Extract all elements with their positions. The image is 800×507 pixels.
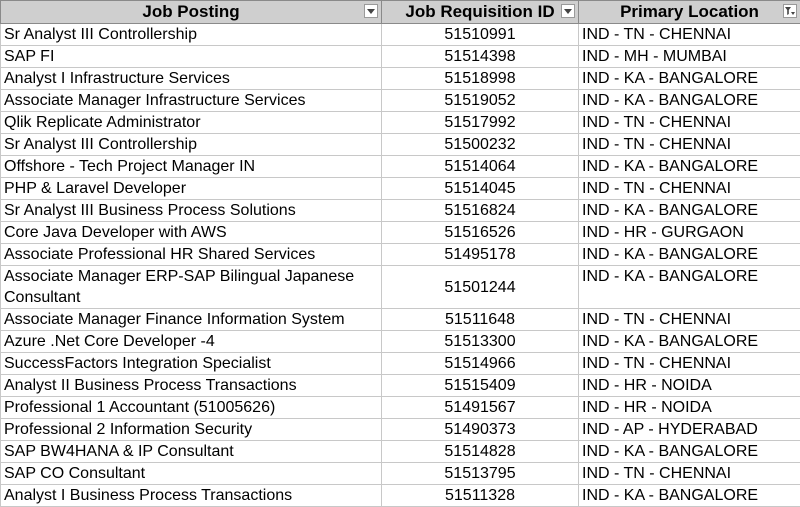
requisition-id-cell[interactable]: 51518998 [382,68,579,90]
primary-location-cell[interactable]: IND - KA - BANGALORE [579,68,800,90]
primary-location-cell[interactable]: IND - TN - CHENNAI [579,24,800,46]
job-posting-cell[interactable]: SAP FI [1,46,382,68]
requisition-id-cell[interactable]: 51517992 [382,112,579,134]
table-row[interactable] [1,309,800,331]
requisition-id-cell[interactable]: 51514398 [382,46,579,68]
table-row[interactable] [1,46,800,68]
requisition-id-cell[interactable]: 51519052 [382,90,579,112]
table-row[interactable] [1,266,800,309]
requisition-id-cell[interactable]: 51514045 [382,178,579,200]
requisition-id-cell[interactable]: 51516526 [382,222,579,244]
requisition-id-cell[interactable]: 51514966 [382,353,579,375]
requisition-id-cell[interactable]: 51501244 [382,266,579,309]
table-row[interactable] [1,485,800,507]
primary-location-cell[interactable]: IND - TN - CHENNAI [579,134,800,156]
requisition-id-cell[interactable]: 51516824 [382,200,579,222]
primary-location-cell[interactable]: IND - TN - CHENNAI [579,112,800,134]
primary-location-cell[interactable]: IND - KA - BANGALORE [579,485,800,507]
table-row[interactable] [1,353,800,375]
requisition-id-cell[interactable]: 51500232 [382,134,579,156]
job-posting-cell[interactable]: Associate Manager ERP-SAP Bilingual Japanese Consultant [1,266,382,309]
table-row[interactable] [1,134,800,156]
table-row[interactable] [1,375,800,397]
primary-location-cell[interactable]: IND - TN - CHENNAI [579,309,800,331]
requisition-id-cell[interactable]: 51511328 [382,485,579,507]
requisition-id-cell[interactable]: 51513300 [382,331,579,353]
job-posting-cell[interactable]: Associate Professional HR Shared Services [1,244,382,266]
job-posting-cell[interactable]: SAP CO Consultant [1,463,382,485]
job-posting-cell[interactable]: Offshore - Tech Project Manager IN [1,156,382,178]
job-posting-cell[interactable]: Analyst I Business Process Transactions [1,485,382,507]
job-posting-cell[interactable]: Qlik Replicate Administrator [1,112,382,134]
primary-location-cell[interactable]: IND - KA - BANGALORE [579,244,800,266]
job-posting-cell[interactable]: Azure .Net Core Developer -4 [1,331,382,353]
primary-location-cell[interactable]: IND - AP - HYDERABAD [579,419,800,441]
column-header-label: Job Posting [142,1,239,23]
requisition-id-cell[interactable]: 51490373 [382,419,579,441]
header-row [1,1,800,24]
table-row[interactable] [1,397,800,419]
dropdown-arrow-icon[interactable] [561,4,575,18]
job-posting-cell[interactable]: Analyst II Business Process Transactions [1,375,382,397]
primary-location-cell[interactable]: IND - KA - BANGALORE [579,200,800,222]
requisition-id-cell[interactable]: 51495178 [382,244,579,266]
requisition-id-cell[interactable]: 51514064 [382,156,579,178]
table-row[interactable] [1,441,800,463]
job-posting-cell[interactable]: Professional 1 Accountant (51005626) [1,397,382,419]
column-header-label: Primary Location [620,1,759,23]
job-posting-cell[interactable]: Associate Manager Infrastructure Services [1,90,382,112]
primary-location-cell[interactable]: IND - KA - BANGALORE [579,156,800,178]
primary-location-cell[interactable]: IND - KA - BANGALORE [579,90,800,112]
table-row[interactable] [1,112,800,134]
primary-location-cell[interactable]: IND - HR - NOIDA [579,375,800,397]
requisition-id-cell[interactable]: 51511648 [382,309,579,331]
job-posting-cell[interactable]: Professional 2 Information Security [1,419,382,441]
table-row[interactable] [1,178,800,200]
primary-location-cell[interactable]: IND - KA - BANGALORE [579,331,800,353]
column-header-label: Job Requisition ID [405,1,554,23]
requisition-id-cell[interactable]: 51514828 [382,441,579,463]
column-header-primary-location[interactable] [579,1,800,24]
table-row[interactable] [1,419,800,441]
job-posting-cell[interactable]: Core Java Developer with AWS [1,222,382,244]
dropdown-arrow-icon[interactable] [364,4,378,18]
primary-location-cell[interactable]: IND - TN - CHENNAI [579,463,800,485]
requisition-id-cell[interactable]: 51491567 [382,397,579,419]
filter-active-icon[interactable] [783,4,797,18]
table-row[interactable] [1,331,800,353]
table-row[interactable] [1,200,800,222]
requisition-id-cell[interactable]: 51515409 [382,375,579,397]
primary-location-cell[interactable]: IND - KA - BANGALORE [579,441,800,463]
table-row[interactable] [1,68,800,90]
table-row[interactable] [1,90,800,112]
primary-location-cell[interactable]: IND - TN - CHENNAI [579,353,800,375]
job-posting-cell[interactable]: Associate Manager Finance Information System [1,309,382,331]
primary-location-cell[interactable]: IND - KA - BANGALORE [579,266,800,309]
primary-location-cell[interactable]: IND - HR - NOIDA [579,397,800,419]
table-row[interactable] [1,463,800,485]
table-row[interactable] [1,222,800,244]
requisition-id-cell[interactable]: 51510991 [382,24,579,46]
column-header-requisition-id[interactable] [382,1,579,24]
job-posting-cell[interactable]: Analyst I Infrastructure Services [1,68,382,90]
job-posting-cell[interactable]: SAP BW4HANA & IP Consultant [1,441,382,463]
job-posting-cell[interactable]: SuccessFactors Integration Specialist [1,353,382,375]
table-row[interactable] [1,244,800,266]
table-row[interactable] [1,156,800,178]
job-posting-cell[interactable]: PHP & Laravel Developer [1,178,382,200]
job-posting-cell[interactable]: Sr Analyst III Business Process Solutions [1,200,382,222]
primary-location-cell[interactable]: IND - TN - CHENNAI [579,178,800,200]
primary-location-cell[interactable]: IND - MH - MUMBAI [579,46,800,68]
requisition-id-cell[interactable]: 51513795 [382,463,579,485]
job-posting-cell[interactable]: Sr Analyst III Controllership [1,134,382,156]
primary-location-cell[interactable]: IND - HR - GURGAON [579,222,800,244]
job-posting-cell[interactable]: Sr Analyst III Controllership [1,24,382,46]
column-header-job-posting[interactable] [1,1,382,24]
table-row[interactable] [1,24,800,46]
